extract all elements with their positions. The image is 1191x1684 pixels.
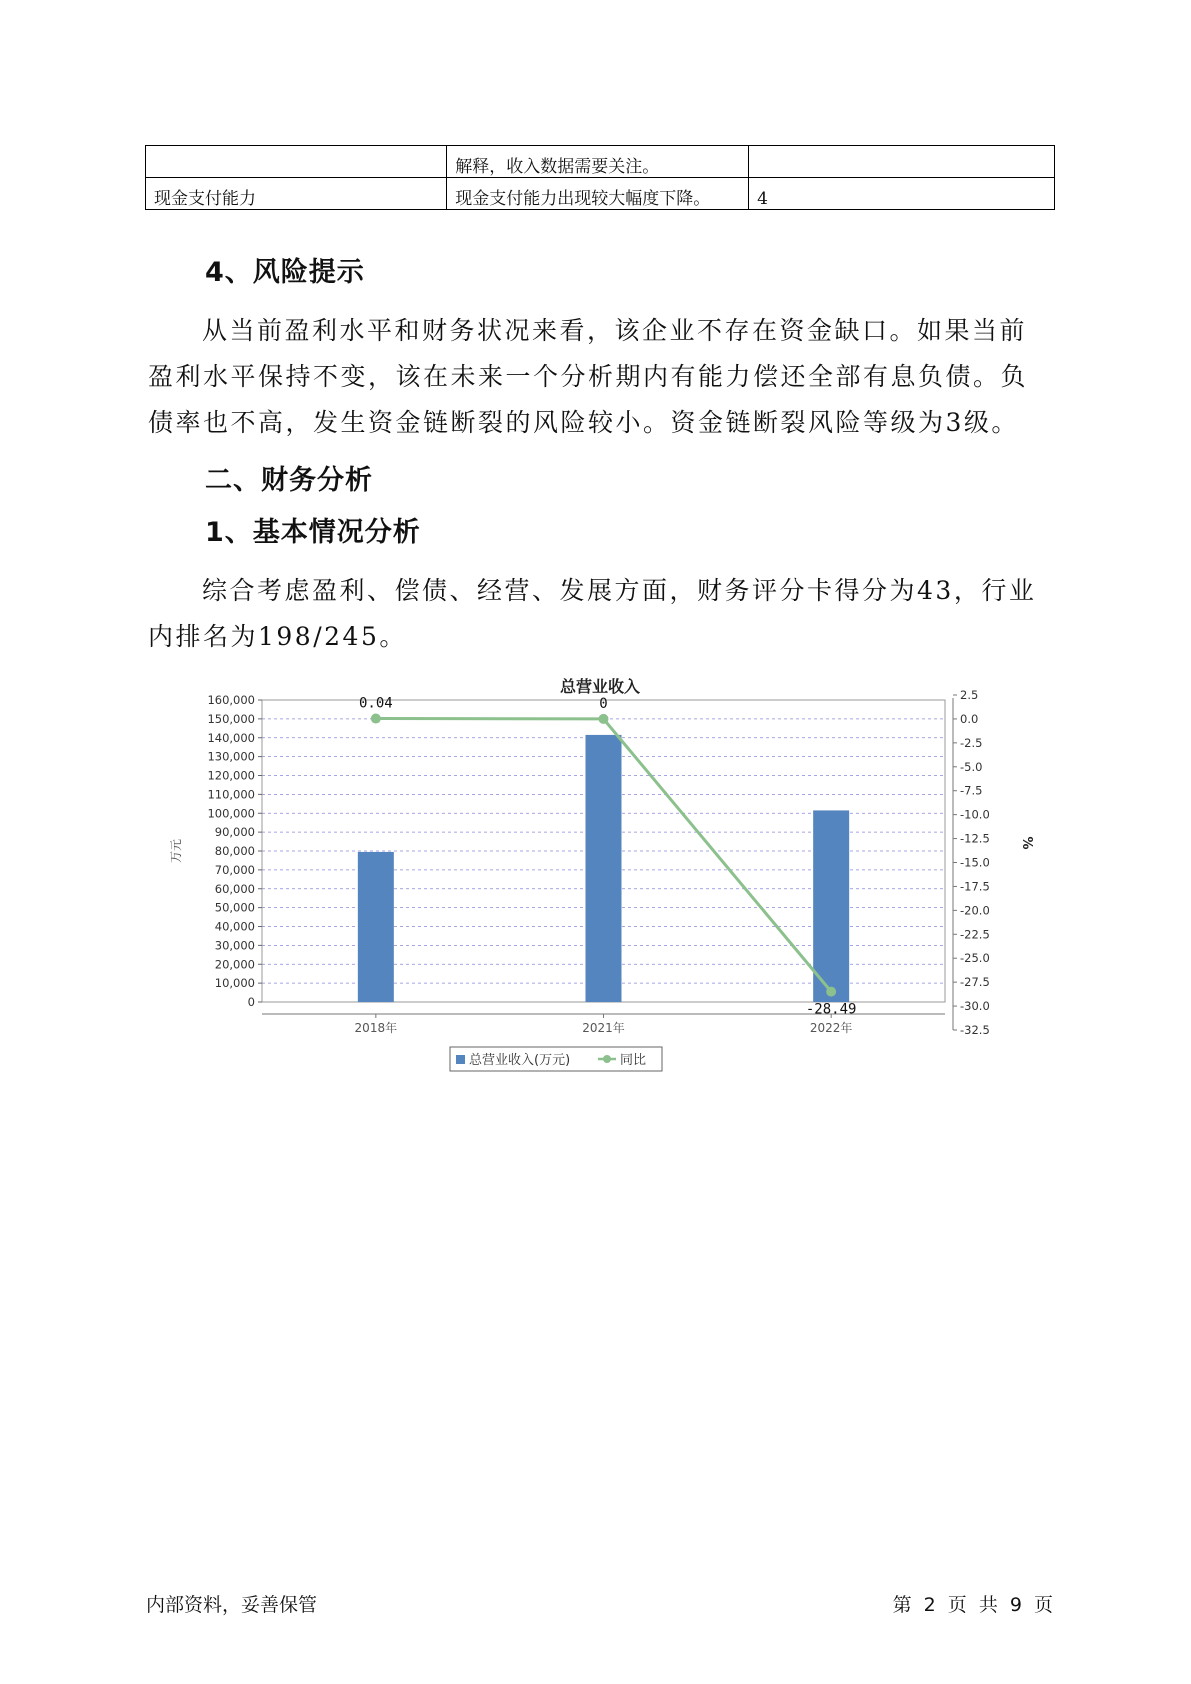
- y2-tick-label: -22.5: [960, 927, 990, 942]
- table-row: [146, 178, 1055, 210]
- bar: [358, 852, 394, 1002]
- page-number: 第 2 页 共 9 页: [892, 1594, 1053, 1616]
- bar: [813, 810, 849, 1002]
- table-cell: 现金支付能力出现较大幅度下降。: [447, 178, 749, 210]
- yoy-data-label: -28.49: [805, 1001, 857, 1018]
- y2-tick-label: -32.5: [960, 1023, 990, 1037]
- y-tick-label: 120,000: [207, 768, 255, 783]
- basic-analysis-heading: 1、基本情况分析: [205, 517, 421, 548]
- y2-tick-label: -17.5: [960, 879, 990, 894]
- x-tick-label: 2021年: [582, 1021, 625, 1035]
- table-cell: 解释，收入数据需要关注。: [447, 146, 749, 178]
- y2-tick-label: -15.0: [960, 855, 990, 870]
- y-tick-label: 150,000: [207, 711, 255, 726]
- footer-note: 内部资料，妥善保管: [146, 1594, 318, 1616]
- y2-tick-label: -27.5: [960, 975, 990, 990]
- y2-tick-label: -10.0: [960, 807, 990, 822]
- table-cell: [749, 146, 1055, 178]
- y2-tick-label: -5.0: [960, 759, 983, 774]
- yoy-point: [599, 714, 609, 724]
- y2-tick-label: -25.0: [960, 951, 990, 966]
- y-tick-label: 50,000: [214, 900, 255, 915]
- chart-title: 总营业收入: [559, 677, 641, 696]
- yoy-point: [371, 714, 381, 724]
- y2-tick-label: -30.0: [960, 999, 990, 1014]
- basic-analysis-paragraph: 综合考虑盈利、偿债、经营、发展方面，财务评分卡得分为43，行业内排名为198/245。: [148, 576, 1037, 651]
- y-tick-label: 40,000: [214, 919, 255, 934]
- y2-tick-label: 0.0: [960, 711, 979, 726]
- table-cell: 4: [749, 178, 1055, 210]
- y-tick-label: 100,000: [207, 806, 255, 821]
- table-cell: [146, 146, 447, 178]
- y-tick-label: 130,000: [207, 749, 255, 764]
- y2-tick-label: -20.0: [960, 903, 990, 918]
- y-tick-label: 60,000: [214, 881, 255, 896]
- yoy-data-label: 0.04: [358, 695, 393, 712]
- y2-tick-label: -2.5: [960, 735, 983, 750]
- finance-heading: 二、财务分析: [205, 465, 373, 496]
- y-tick-label: 0: [247, 995, 255, 1009]
- risk-paragraph: 从当前盈利水平和财务状况来看，该企业不存在资金缺口。如果当前盈利水平保持不变，该在未来一个分析期内有能力偿还全部有息负债。负债率也不高，发生资金链断裂的风险较小。资金链断裂风险等级为3级。: [148, 316, 1029, 437]
- y-tick-label: 20,000: [214, 957, 255, 972]
- y-tick-label: 10,000: [214, 976, 255, 991]
- y-tick-label: 140,000: [207, 730, 255, 745]
- bar: [586, 735, 622, 1002]
- yoy-point: [826, 987, 836, 997]
- y-tick-label: 90,000: [214, 825, 255, 840]
- indicator-table: [145, 145, 1055, 210]
- revenue-chart: [169, 677, 1034, 1140]
- y-tick-label: 160,000: [207, 693, 255, 707]
- y-tick-label: 110,000: [207, 787, 255, 802]
- x-tick-label: 2022年: [809, 1021, 853, 1035]
- y2-tick-label: -7.5: [960, 783, 983, 798]
- yoy-data-label: 0: [599, 695, 608, 712]
- y-tick-label: 70,000: [214, 862, 255, 877]
- legend-swatch-bar: [456, 1055, 465, 1064]
- table-cell: 现金支付能力: [146, 178, 447, 210]
- y2-tick-label: -12.5: [960, 831, 990, 846]
- y-tick-label: 30,000: [214, 938, 255, 953]
- y2-axis-label: %: [1019, 836, 1034, 850]
- legend-label-yoy: 同比: [620, 1053, 647, 1068]
- y2-tick-label: 2.5: [960, 688, 979, 702]
- x-tick-label: 2018年: [354, 1021, 398, 1035]
- y-axis-label: 万元: [169, 838, 183, 864]
- y-tick-label: 80,000: [214, 844, 255, 858]
- table-row: [146, 146, 1055, 178]
- legend-label-revenue: 总营业收入(万元): [469, 1053, 571, 1068]
- legend-swatch-point: [603, 1055, 611, 1063]
- risk-heading: 4、风险提示: [205, 257, 365, 288]
